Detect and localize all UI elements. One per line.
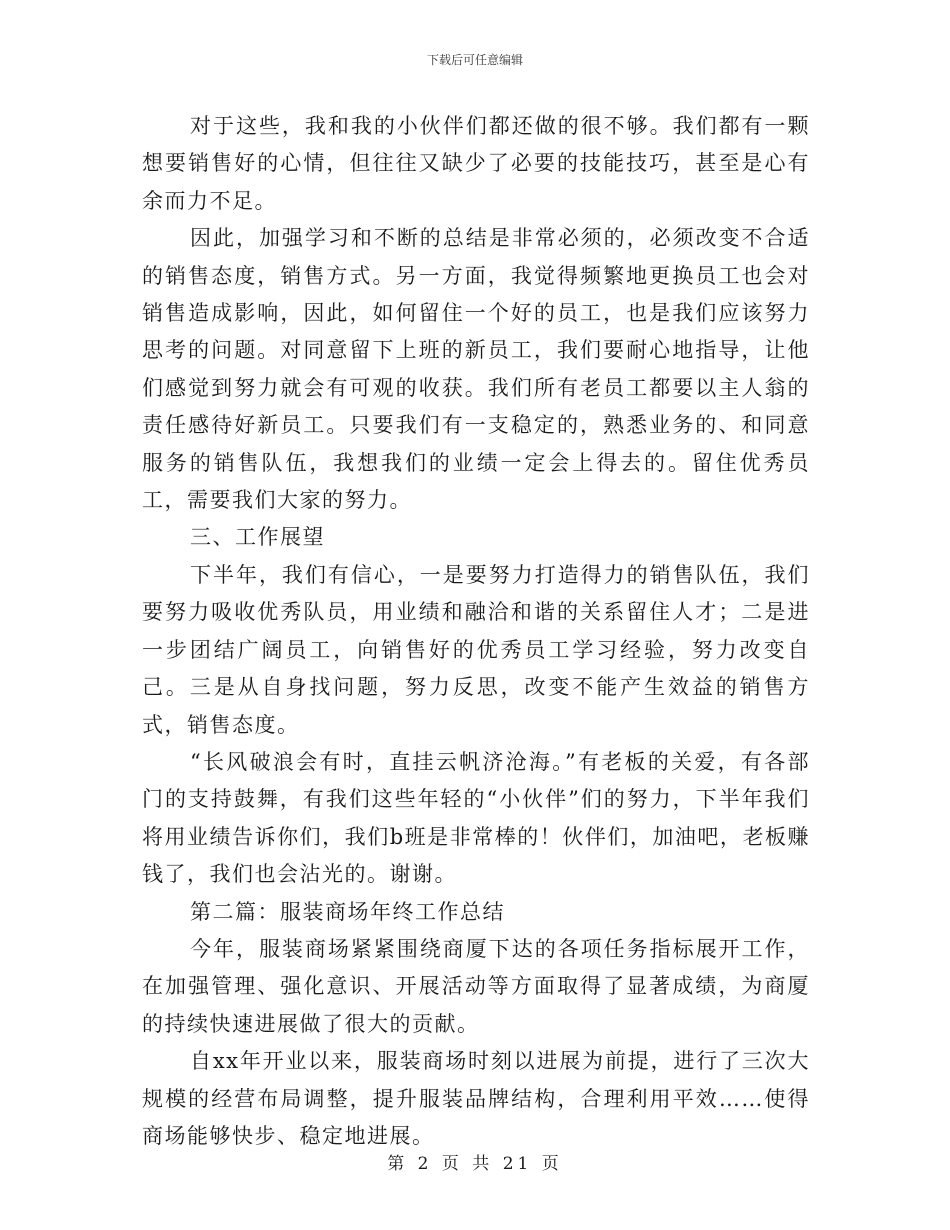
page-header: 下载后可任意编辑	[426, 53, 523, 67]
page-number: 第 2 页 共 21 页	[387, 1154, 563, 1174]
section-heading-second-article: 第二篇：服装商场年终工作总结	[190, 899, 505, 924]
document-body	[142, 108, 810, 1155]
paragraph-6: 自xx年开业以来，服装商场时刻以进展为前提，进行了三次大规模的经营布局调整，提升服装品牌结构，合理利用平效……使得商场能够快步、稳定地进展。	[142, 1049, 810, 1148]
paragraph-3: 下半年，我们有信心，一是要努力打造得力的销售队伍，我们要努力吸收优秀队员，用业绩和融洽和谐的关系留住人才；二是进一步团结广阔员工，向销售好的优秀员工学习经验，努力改变自己。三是从自身找问题，努力反思，改变不能产生效益的销售方式，销售态度。	[142, 562, 810, 737]
paragraph-2: 因此，加强学习和不断的总结是非常必须的，必须改变不合适的销售态度，销售方式。另一方面，我觉得频繁地更换员工也会对销售造成影响，因此，如何留住一个好的员工，也是我们应该努力思考的问题。对同意留下上班的新员工，我们要耐心地指导，让他们感觉到努力就会有可观的收获。我们所有老员工都要以主人翁的责任感待好新员工。只要我们有一支稳定的，熟悉业务的、和同意服务的销售队伍，我想我们的业绩一定会上得去的。留住优秀员工，需要我们大家的努力。	[142, 226, 810, 513]
paragraph-5: 今年，服装商场紧紧围绕商厦下达的各项任务指标展开工作，在加强管理、强化意识、开展活动等方面取得了显著成绩，为商厦的持续快速进展做了很大的贡献。	[142, 936, 810, 1036]
paragraph-1: 对于这些，我和我的小伙伴们都还做的很不够。我们都有一颗想要销售好的心情，但往往又缺少了必要的技能技巧，甚至是心有余而力不足。	[142, 114, 810, 213]
paragraph-4: “长风破浪会有时，直挂云帆济沧海。”有老板的关爱，有各部门的支持鼓舞，有我们这些年轻的“小伙伴”们的努力，下半年我们将用业绩告诉你们，我们b班是非常棒的！伙伴们，加油吧，老板赚钱了，我们也会沾光的。谢谢。	[142, 749, 810, 887]
section-heading-work-outlook: 三、工作展望	[190, 525, 325, 550]
